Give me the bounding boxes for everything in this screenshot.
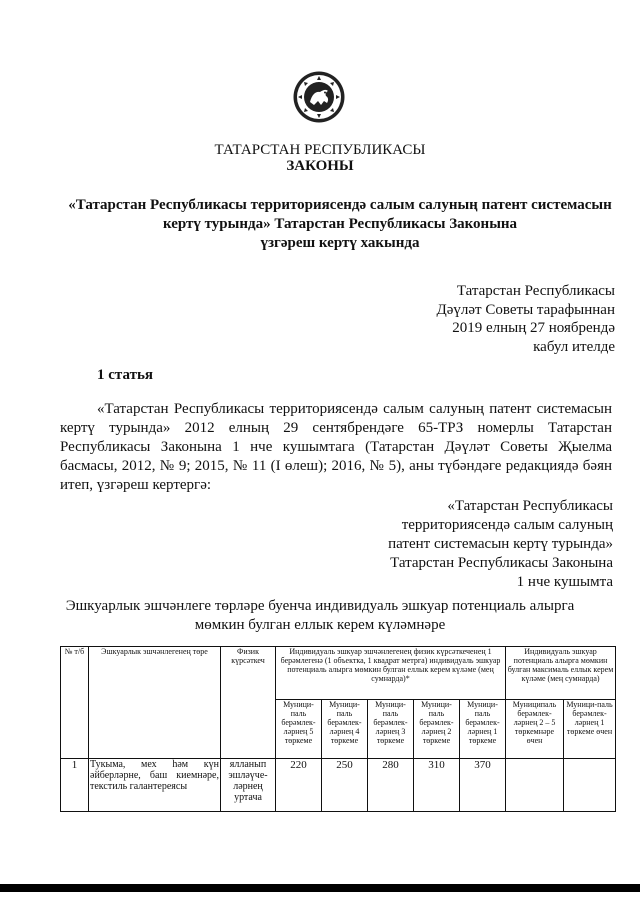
republic-name: ТАТАРСТАН РЕСПУБЛИКАСЫ: [214, 142, 426, 158]
subheader-cell: Муници-паль берәмлек-ләрнең 1 төркеме: [460, 700, 506, 759]
article-heading: 1 статья: [97, 367, 153, 383]
row-max-group-1: [564, 759, 616, 812]
document-type: ЗАКОНЫ: [286, 158, 354, 174]
header-cell-number: № т/б: [61, 647, 89, 759]
subheader-cell: Муниципаль берәмлек-ләрнең 2 – 5 төркемнәре өчен: [506, 700, 564, 759]
income-table: [60, 646, 616, 812]
table-header-row: [61, 647, 616, 700]
adoption-note: [437, 282, 615, 356]
subheader-cell: Муници-паль берәмлек-ләрнең 4 төркеме: [322, 700, 368, 759]
row-max-groups-2-5: [506, 759, 564, 812]
row-activity: Тукыма, мех һәм күн әйберләрне, баш киемнәре, текстиль галантереясы: [89, 759, 221, 812]
paragraph-line: кертү турында» 2012 елның 29 сентябрендәге 65-ТРЗ номерлы Татарстан: [60, 420, 612, 436]
row-indicator: ялланып эшләүче-ләрнең уртача: [221, 759, 276, 812]
header-cell-activity: Эшкуарлык эшчәнлегенең төре: [89, 647, 221, 759]
table-title: [0, 597, 640, 635]
row-number: 1: [61, 759, 89, 812]
subheader-cell: Муници-паль берәмлек-ләрнең 2 төркеме: [414, 700, 460, 759]
row-value-group-3: 280: [368, 759, 414, 812]
subheader-cell: Муници-паль берәмлек-ләрнең 5 төркеме: [276, 700, 322, 759]
article-paragraph: [60, 400, 612, 495]
table-title-line: мөмкин булган еллык керем күләмнәре: [194, 617, 446, 633]
table-title-line: Эшкуарлык эшчәнлеге төрләре буенча индивидуаль эшкуар потенциаль алырга: [65, 598, 575, 614]
law-subject-line: үзгәреш кертү хакында: [260, 235, 420, 251]
header-cell-indicator: Физик күрсәткеч: [221, 647, 276, 759]
appendix-heading: [388, 497, 613, 592]
adoption-line: Татарстан Республикасы: [456, 283, 615, 299]
table-row: [61, 759, 616, 812]
paragraph-line: басмасы, 2012, № 9; 2015, № 11 (I өлеш); 2016, № 5), аны түбәндәге редакциядә бәян: [60, 458, 612, 474]
appendix-line: территориясендә салым салуның: [401, 517, 613, 533]
header-cell-income-group: Индивидуаль эшкуар эшчәнлегенең физик күрсәткеченең 1 берәмлегенә (1 объектка, 1 квадрат метрга) индивидуаль эшкуар потенциаль алырга мөмкин булган еллык керем күләме (мең сумнарда)*: [276, 647, 506, 700]
paragraph-line: «Татарстан Республикасы территориясендә салым салуның патент системасын: [97, 401, 612, 417]
appendix-line: патент системасын кертү турында»: [388, 536, 613, 552]
coat-of-arms-emblem: [292, 70, 346, 124]
subheader-cell: Муници-паль берәмлек-ләрнең 3 төркеме: [368, 700, 414, 759]
adoption-line: кабул ителде: [533, 338, 615, 355]
adoption-line: Дәүләт Советы тарафыннан: [436, 301, 615, 318]
appendix-line: Татарстан Республикасы Законына: [390, 555, 613, 571]
subheader-cell: Муници-паль берәмлек-ләрнең 1 төркеме өчен: [564, 700, 616, 759]
law-subject-line: «Татарстан Республикасы территориясендә салым салуның патент системасын: [68, 197, 612, 213]
adoption-line: 2019 елның 27 ноябрендә: [452, 320, 615, 336]
row-value-group-1: 370: [460, 759, 506, 812]
row-value-group-2: 310: [414, 759, 460, 812]
law-subject-line: кертү турында» Татарстан Республикасы Законына: [162, 216, 518, 232]
row-value-group-5: 220: [276, 759, 322, 812]
appendix-line: «Татарстан Республикасы: [447, 498, 613, 514]
appendix-line: 1 нче кушымта: [516, 574, 613, 590]
scan-bottom-edge: [0, 884, 640, 892]
header-cell-max-group: Индивидуаль эшкуар потенциаль алырга мөмкин булган максималь еллык керем күләме (мең сумнарда): [506, 647, 616, 700]
paragraph-line: Республикасы Законына 1 нче кушымтага (Татарстан Дәүләт Советы Җыелма: [60, 439, 612, 455]
paragraph-line: итеп, үзгәреш кертергә:: [60, 477, 212, 493]
law-subject: [60, 196, 620, 253]
row-value-group-4: 250: [322, 759, 368, 812]
